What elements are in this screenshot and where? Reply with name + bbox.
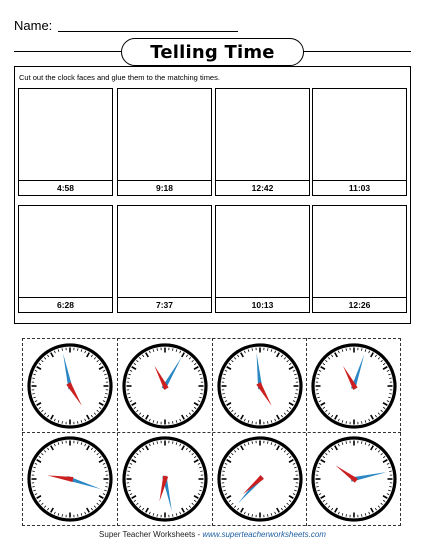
clock-minute-tick <box>172 348 173 350</box>
footer <box>0 530 425 539</box>
clock-minute-tick <box>389 378 391 379</box>
clock-minute-tick <box>295 486 297 487</box>
clock-minute-tick <box>62 421 63 423</box>
clock-minute-tick <box>252 514 253 516</box>
clock-minute-tick <box>157 348 158 350</box>
glue-box-time: 11:03 <box>313 180 406 195</box>
clock-minute-tick <box>346 441 347 443</box>
clock-minute-tick <box>316 486 318 487</box>
clock-minute-tick <box>62 348 63 350</box>
glue-box-time: 9:18 <box>118 180 211 195</box>
clock-center-pin <box>68 477 72 481</box>
glue-box-time: 12:42 <box>216 180 309 195</box>
glue-box-1[interactable] <box>18 88 113 196</box>
clock-face-6[interactable] <box>119 433 211 525</box>
clock-face-1[interactable] <box>24 340 116 432</box>
clock-minute-tick <box>346 514 347 516</box>
clock-minute-tick <box>295 471 297 472</box>
glue-box-time: 6:28 <box>19 297 112 312</box>
cut-line-vertical <box>117 338 118 526</box>
clock-minute-tick <box>77 441 78 443</box>
footer-link[interactable]: www.superteacherworksheets.com <box>202 530 326 539</box>
clock-minute-tick <box>267 514 268 516</box>
glue-box-3[interactable] <box>215 88 310 196</box>
cut-line-vertical <box>306 338 307 526</box>
clock-minute-tick <box>127 378 129 379</box>
glue-box-time: 4:58 <box>19 180 112 195</box>
clock-center-pin <box>258 384 262 388</box>
clock-minute-tick <box>127 486 129 487</box>
clock-minute-tick <box>172 441 173 443</box>
clock-center-pin <box>258 477 262 481</box>
clock-face-8[interactable] <box>308 433 400 525</box>
clock-minute-tick <box>105 486 107 487</box>
clock-minute-tick <box>267 421 268 423</box>
clock-face-5[interactable] <box>24 433 116 525</box>
clock-face-2[interactable] <box>119 340 211 432</box>
clock-minute-tick <box>32 471 34 472</box>
clock-center-pin <box>352 477 356 481</box>
clock-minute-tick <box>346 348 347 350</box>
clock-minute-tick <box>252 421 253 423</box>
clock-minute-tick <box>316 393 318 394</box>
glue-box-5[interactable] <box>18 205 113 313</box>
clock-minute-tick <box>200 486 202 487</box>
clock-face-4[interactable] <box>308 340 400 432</box>
title-rule-right <box>301 51 411 52</box>
clock-minute-tick <box>200 378 202 379</box>
clock-minute-tick <box>222 471 224 472</box>
clock-minute-tick <box>77 421 78 423</box>
clock-minute-tick <box>346 421 347 423</box>
clock-minute-tick <box>361 441 362 443</box>
title-rule-left <box>14 51 122 52</box>
name-line <box>58 31 238 32</box>
glue-box-time: 7:37 <box>118 297 211 312</box>
clock-minute-tick <box>77 514 78 516</box>
clock-minute-tick <box>32 393 34 394</box>
clock-minute-tick <box>105 393 107 394</box>
clock-minute-tick <box>172 421 173 423</box>
clock-minute-tick <box>172 514 173 516</box>
clock-minute-tick <box>32 378 34 379</box>
clock-minute-tick <box>361 421 362 423</box>
clock-minute-tick <box>222 378 224 379</box>
clock-center-pin <box>163 477 167 481</box>
clock-minute-tick <box>316 378 318 379</box>
glue-box-8[interactable] <box>312 205 407 313</box>
clock-center-pin <box>352 384 356 388</box>
clock-minute-tick <box>267 441 268 443</box>
clock-minute-tick <box>200 393 202 394</box>
clock-minute-tick <box>105 378 107 379</box>
glue-box-7[interactable] <box>215 205 310 313</box>
footer-brand: Super Teacher Worksheets - <box>99 530 203 539</box>
clock-minute-tick <box>222 486 224 487</box>
clock-minute-tick <box>389 393 391 394</box>
clock-minute-tick <box>62 441 63 443</box>
clock-minute-tick <box>62 514 63 516</box>
clock-face-3[interactable] <box>214 340 306 432</box>
clock-minute-tick <box>295 393 297 394</box>
instructions: Cut out the clock faces and glue them to the matching times. <box>19 73 220 82</box>
glue-box-6[interactable] <box>117 205 212 313</box>
clock-minute-tick <box>389 486 391 487</box>
clock-minute-tick <box>105 471 107 472</box>
clock-face-7[interactable] <box>214 433 306 525</box>
glue-box-time: 12:26 <box>313 297 406 312</box>
glue-box-time: 10:13 <box>216 297 309 312</box>
glue-box-2[interactable] <box>117 88 212 196</box>
glue-box-4[interactable] <box>312 88 407 196</box>
clock-minute-tick <box>157 441 158 443</box>
cut-line-vertical <box>212 338 213 526</box>
clock-minute-tick <box>32 486 34 487</box>
clock-minute-tick <box>252 441 253 443</box>
clock-minute-tick <box>316 471 318 472</box>
clock-minute-tick <box>361 514 362 516</box>
clock-minute-tick <box>295 378 297 379</box>
clock-minute-tick <box>77 348 78 350</box>
name-label: Name: <box>14 18 53 33</box>
clock-minute-tick <box>252 348 253 350</box>
page-title: Telling Time <box>121 38 304 66</box>
clock-minute-tick <box>389 471 391 472</box>
clock-minute-tick <box>127 393 129 394</box>
clock-minute-tick <box>267 348 268 350</box>
clock-minute-tick <box>200 471 202 472</box>
clock-center-pin <box>68 384 72 388</box>
clock-minute-tick <box>222 393 224 394</box>
clock-minute-tick <box>361 348 362 350</box>
clock-minute-tick <box>157 421 158 423</box>
clock-minute-tick <box>127 471 129 472</box>
clock-minute-tick <box>157 514 158 516</box>
clock-center-pin <box>163 384 167 388</box>
